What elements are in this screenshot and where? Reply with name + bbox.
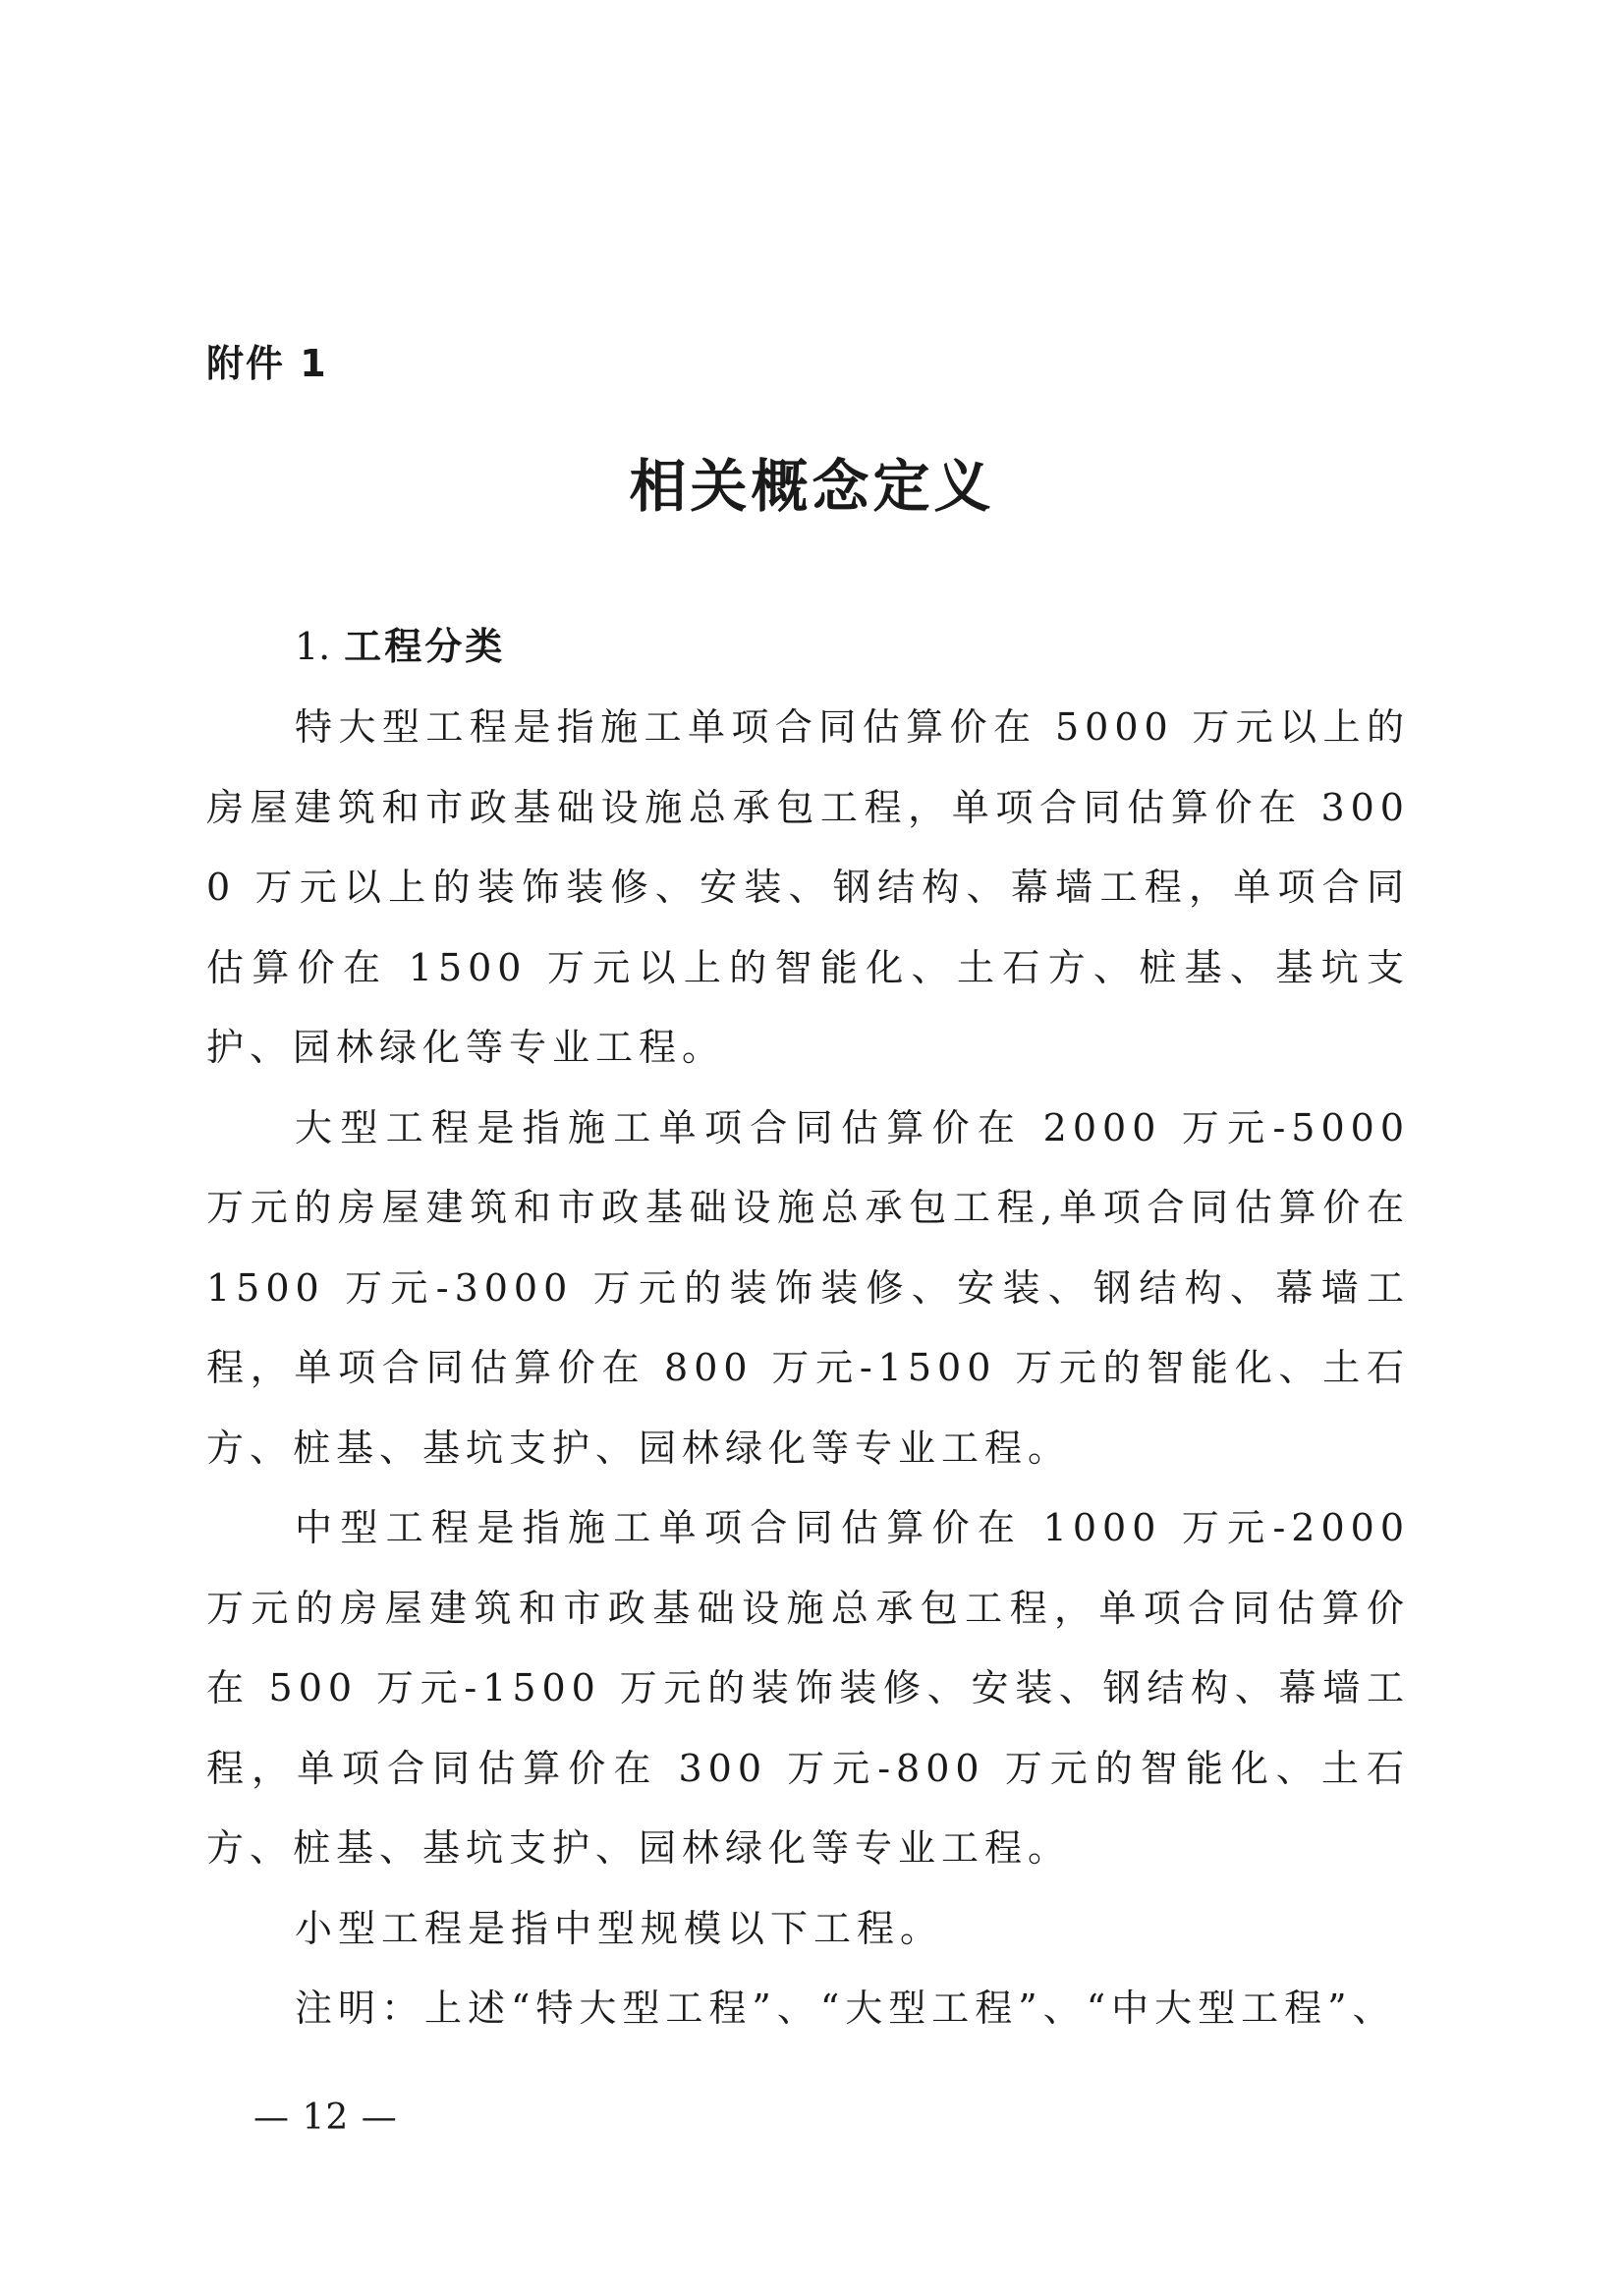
body-text	[206, 688, 1410, 2049]
paragraph-medium-project: 中型工程是指施工单项合同估算价在 1000 万元-2000 万元的房屋建筑和市政基础设施总承包工程，单项合同估算价在 500 万元-1500 万元的装饰装修、安装、钢结构、幕墙工程，单项合同估算价在 300 万元-800 万元的智能化、土石方、桩基、基坑支护、园林绿化等专业工程。	[206, 1506, 1410, 1870]
paragraph-note: 注明：上述“特大型工程”、“大型工程”、“中大型工程”、	[295, 1987, 1396, 2030]
document-title: 相关概念定义	[629, 453, 995, 520]
paragraph-large-project: 大型工程是指施工单项合同估算价在 2000 万元-5000 万元的房屋建筑和市政基础设施总承包工程,单项合同估算价在 1500 万元-3000 万元的装饰装修、安装、钢结构、幕墙工程，单项合同估算价在 800 万元-1500 万元的智能化、土石方、桩基、基坑支护、园林绿化等专业工程。	[206, 1105, 1410, 1470]
section-number: 1.	[295, 625, 331, 668]
section-heading	[295, 617, 505, 676]
paragraph-extra-large-project: 特大型工程是指施工单项合同估算价在 5000 万元以上的房屋建筑和市政基础设施总承包工程，单项合同估算价在 3000 万元以上的装饰装修、安装、钢结构、幕墙工程，单项合同估算价在 1500 万元以上的智能化、土石方、桩基、基坑支护、园林绿化等专业工程。	[206, 705, 1410, 1069]
attachment-label: 附件 1	[206, 342, 328, 385]
page-number: — 12 —	[253, 2098, 398, 2138]
section-heading-text: 工程分类	[344, 625, 506, 668]
paragraph-small-project: 小型工程是指中型规模以下工程。	[295, 1906, 944, 1950]
